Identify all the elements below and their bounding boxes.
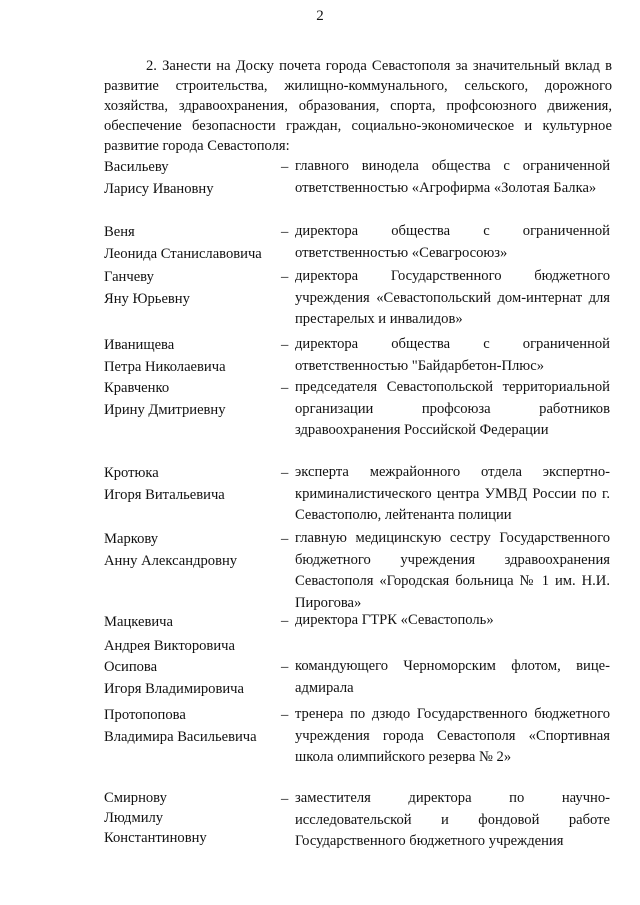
- entry-dash: –: [281, 337, 289, 353]
- honoree-name-line: Иванищева: [104, 337, 175, 353]
- honoree-name: [104, 656, 282, 700]
- honoree-name-line: Веня: [104, 224, 135, 240]
- honoree-position: тренера по дзюдо Государственного бюджетного учреждения города Севастополя «Спортивная школа олимпийского резерва № 2»: [295, 706, 610, 765]
- entry-dash: –: [281, 531, 289, 547]
- honoree-name: [104, 266, 282, 310]
- entry-dash: –: [281, 465, 289, 481]
- intro-text: 2. Занести на Доску почета города Севастополя за значительный вклад в развитие строительства, жилищно-коммунального, сельского, дорожного хозяйства, здравоохранения, образования, спорта, профсоюзного движения, обеспечение безопасности граждан, социально-экономическое и культурное развитие города Севастополя:: [104, 58, 612, 154]
- entry-dash: –: [281, 659, 289, 675]
- honoree-position: директора общества с ограниченной ответственностью «Севагросоюз»: [295, 223, 610, 261]
- page-number: 2: [316, 8, 324, 24]
- honoree-position: председателя Севастопольской территориальной организации профсоюза работников здравоохранения Российской Федерации: [295, 379, 610, 438]
- honoree-name-line: Людмилу: [104, 810, 164, 826]
- honoree-name-line: Мацкевича: [104, 614, 173, 630]
- honoree-name-line: Кравченко: [104, 380, 170, 396]
- honoree-name-line: Константиновну: [104, 830, 207, 846]
- entry-dash: –: [281, 613, 289, 629]
- honoree-name: [104, 704, 282, 748]
- honoree-name-line: Васильеву: [104, 159, 169, 175]
- honoree-position: заместителя директора по научно-исследовательской и фондовой работе Государственного бюджетного учреждения: [295, 790, 610, 849]
- honoree-position: директора общества с ограниченной ответственностью "Байдарбетон-Плюс»: [295, 336, 610, 374]
- honoree-name-line: Игоря Владимировича: [104, 681, 245, 697]
- honoree-position: командующего Черноморским флотом, вице-адмирала: [295, 658, 610, 696]
- entry-dash: –: [281, 791, 289, 807]
- honoree-name-line: Маркову: [104, 531, 159, 547]
- honoree-name-line: Игоря Витальевича: [104, 487, 225, 503]
- honoree-name-line: Ганчеву: [104, 269, 154, 285]
- honoree-name: [104, 377, 282, 421]
- honoree-name: [104, 156, 282, 200]
- honoree-name: [104, 788, 282, 848]
- honoree-name: [104, 610, 282, 658]
- honoree-name-line: Кротюка: [104, 465, 159, 481]
- honoree-name-line: Леонида Станиславовича: [104, 246, 262, 262]
- honoree-position: директора Государственного бюджетного учреждения «Севастопольский дом-интернат для престарелых и инвалидов»: [295, 268, 610, 327]
- honoree-name-line: Анну Александровну: [104, 553, 238, 569]
- honoree-name: [104, 334, 282, 378]
- honoree-position: главную медицинскую сестру Государственного бюджетного учреждения здравоохранения Севастополя «Городская больница № 1 им. Н.И. Пирогова»: [295, 530, 610, 611]
- honoree-name-line: Смирнову: [104, 790, 167, 806]
- entry-dash: –: [281, 159, 289, 175]
- honoree-name-line: Петра Николаевича: [104, 359, 226, 375]
- entry-dash: –: [281, 380, 289, 396]
- honoree-name-line: Ларису Ивановну: [104, 181, 214, 197]
- intro-paragraph: [104, 56, 612, 156]
- honoree-name: [104, 462, 282, 506]
- honoree-position: главного винодела общества с ограниченной ответственностью «Агрофирма «Золотая Балка»: [295, 158, 610, 196]
- honoree-name-line: Ирину Дмитриевну: [104, 402, 226, 418]
- honoree-position: эксперта межрайонного отдела экспертно-криминалистического центра УМВД России по г. Севастополю, лейтенанта полиции: [295, 464, 610, 523]
- honoree-name: [104, 528, 282, 572]
- honoree-position: директора ГТРК «Севастополь»: [295, 612, 494, 628]
- honoree-name: [104, 221, 282, 265]
- entry-dash: –: [281, 224, 289, 240]
- entry-dash: –: [281, 269, 289, 285]
- honoree-name-line: Яну Юрьевну: [104, 291, 190, 307]
- honoree-name-line: Осипова: [104, 659, 158, 675]
- honoree-name-line: Андрея Викторовича: [104, 638, 235, 654]
- honoree-name-line: Протопопова: [104, 707, 186, 723]
- honoree-name-line: Владимира Васильевича: [104, 729, 257, 745]
- entry-dash: –: [281, 707, 289, 723]
